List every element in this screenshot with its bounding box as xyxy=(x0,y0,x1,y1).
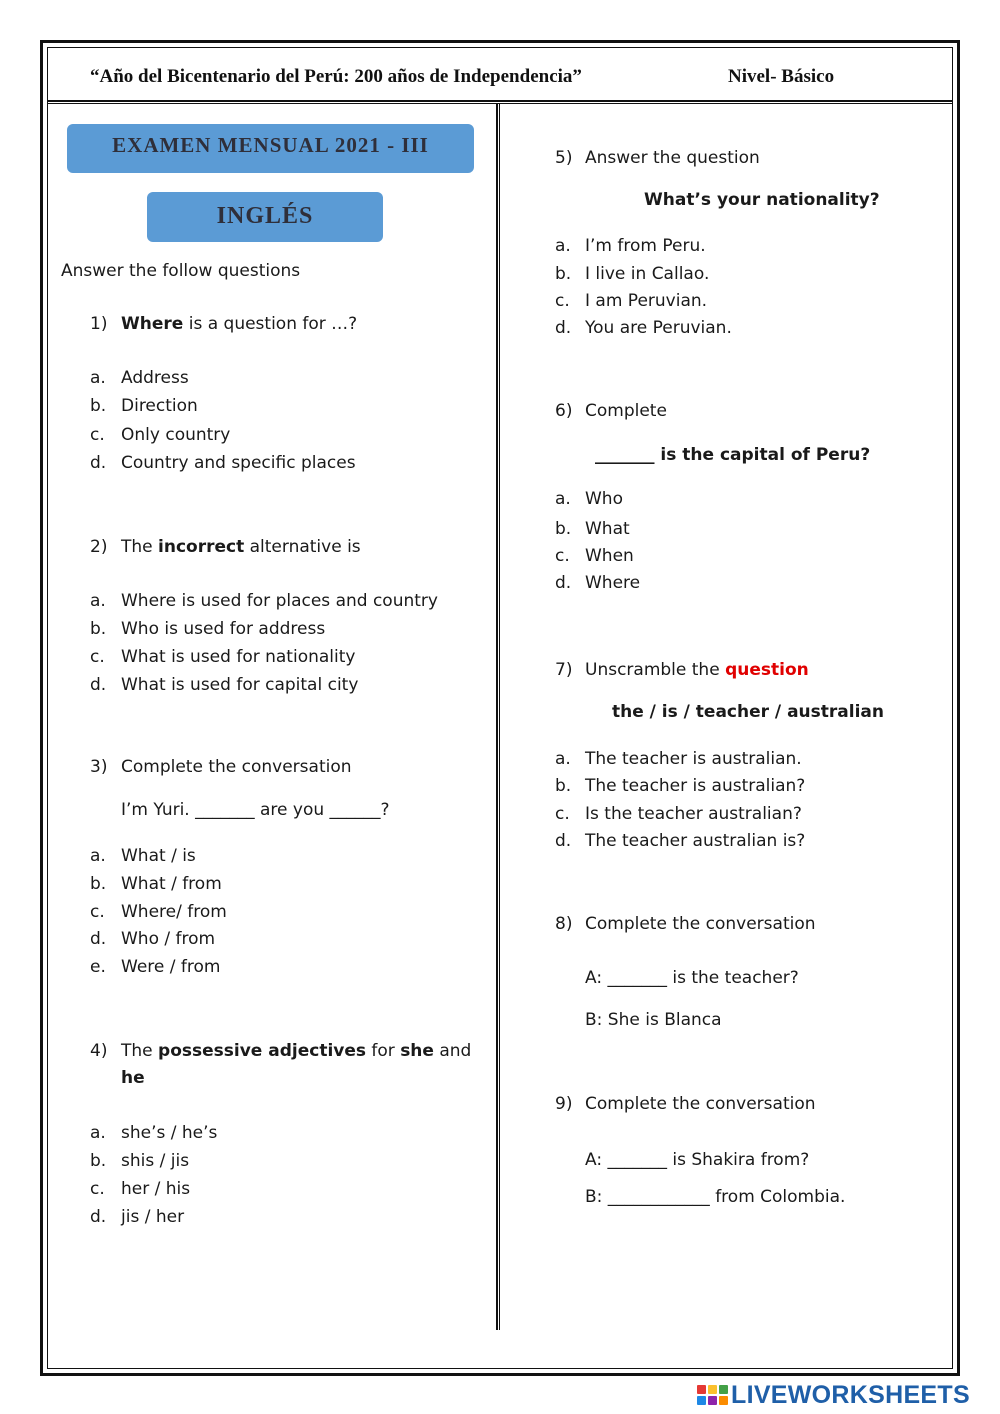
option-letter: b. xyxy=(555,264,572,284)
subject-banner: INGLÉS xyxy=(147,192,383,242)
header-divider xyxy=(47,100,953,104)
option-letter: c. xyxy=(90,647,105,667)
option-text[interactable]: Who xyxy=(585,489,623,509)
question-number: 2) xyxy=(90,537,108,557)
option-letter: c. xyxy=(90,425,105,445)
logo-blocks-icon xyxy=(697,1385,728,1405)
option-text[interactable]: What xyxy=(585,519,630,539)
option-letter: d. xyxy=(555,573,572,593)
option-text[interactable]: What / is xyxy=(121,846,196,866)
question-text: Complete the conversation xyxy=(585,1094,816,1114)
option-letter: d. xyxy=(90,675,107,695)
dialogue-line-b: B: She is Blanca xyxy=(585,1010,722,1030)
question-text: The incorrect alternative is xyxy=(121,537,361,557)
option-text[interactable]: Who is used for address xyxy=(121,619,326,639)
option-text[interactable]: You are Peruvian. xyxy=(585,318,732,338)
logo-block xyxy=(697,1396,706,1405)
question-prompt: I’m Yuri. _______ are you ______? xyxy=(121,800,390,820)
option-text[interactable]: jis / her xyxy=(121,1207,185,1227)
option-text[interactable]: Were / from xyxy=(121,957,221,977)
option-letter: d. xyxy=(90,929,107,949)
option-letter: a. xyxy=(555,489,571,509)
option-letter: d. xyxy=(555,831,572,851)
option-letter: b. xyxy=(90,1151,107,1171)
question-number: 1) xyxy=(90,314,108,334)
option-text[interactable]: When xyxy=(585,546,634,566)
option-letter: a. xyxy=(555,749,571,769)
option-text[interactable]: The teacher is australian? xyxy=(585,776,806,796)
question-prompt: the / is / teacher / australian xyxy=(612,702,884,722)
logo-block xyxy=(697,1385,706,1394)
option-text[interactable]: Is the teacher australian? xyxy=(585,804,802,824)
dialogue-line-a: A: _______ is Shakira from? xyxy=(585,1150,810,1170)
option-letter: e. xyxy=(90,957,106,977)
question-number: 9) xyxy=(555,1094,573,1114)
option-text[interactable]: What / from xyxy=(121,874,222,894)
option-letter: d. xyxy=(90,453,107,473)
option-text[interactable]: Where is used for places and country xyxy=(121,591,438,611)
question-text: Complete the conversation xyxy=(121,757,352,777)
option-text[interactable]: What is used for nationality xyxy=(121,647,356,667)
option-letter: b. xyxy=(555,519,572,539)
question-prompt: _______ is the capital of Peru? xyxy=(595,445,871,465)
question-text: The possessive adjectives for she and xyxy=(121,1041,472,1061)
column-divider xyxy=(496,104,500,1330)
option-letter: a. xyxy=(90,846,106,866)
option-text[interactable]: she’s / he’s xyxy=(121,1123,218,1143)
option-letter: c. xyxy=(555,291,570,311)
option-text[interactable]: I’m from Peru. xyxy=(585,236,706,256)
logo-block xyxy=(708,1385,717,1394)
option-letter: a. xyxy=(90,368,106,388)
question-text: Where is a question for …? xyxy=(121,314,358,334)
exam-title-banner: EXAMEN MENSUAL 2021 - III xyxy=(67,124,474,173)
option-letter: c. xyxy=(90,902,105,922)
option-text[interactable]: What is used for capital city xyxy=(121,675,359,695)
logo-block xyxy=(708,1396,717,1405)
question-text: Unscramble the question xyxy=(585,660,809,680)
instructions: Answer the follow questions xyxy=(61,261,301,281)
question-text: Complete the conversation xyxy=(585,914,816,934)
question-number: 5) xyxy=(555,148,573,168)
option-text[interactable]: Direction xyxy=(121,396,198,416)
option-letter: c. xyxy=(90,1179,105,1199)
logo-block xyxy=(719,1396,728,1405)
option-text[interactable]: I am Peruvian. xyxy=(585,291,708,311)
liveworksheets-logo[interactable] xyxy=(697,1380,970,1410)
option-text[interactable]: Country and specific places xyxy=(121,453,356,473)
question-text: Complete xyxy=(585,401,667,421)
question-number: 4) xyxy=(90,1041,108,1061)
option-text[interactable]: Where/ from xyxy=(121,902,227,922)
option-letter: b. xyxy=(90,874,107,894)
option-letter: b. xyxy=(90,619,107,639)
question-number: 6) xyxy=(555,401,573,421)
option-letter: d. xyxy=(555,318,572,338)
question-text: Answer the question xyxy=(585,148,760,168)
header-title: “Año del Bicentenario del Perú: 200 años de Independencia” xyxy=(90,66,582,87)
question-number: 3) xyxy=(90,757,108,777)
option-text[interactable]: shis / jis xyxy=(121,1151,190,1171)
option-text[interactable]: her / his xyxy=(121,1179,191,1199)
option-letter: b. xyxy=(90,396,107,416)
question-number: 8) xyxy=(555,914,573,934)
option-letter: d. xyxy=(90,1207,107,1227)
option-letter: c. xyxy=(555,804,570,824)
option-text[interactable]: I live in Callao. xyxy=(585,264,710,284)
dialogue-line-b: B: ____________ from Colombia. xyxy=(585,1187,846,1207)
option-letter: a. xyxy=(555,236,571,256)
logo-block xyxy=(719,1385,728,1394)
option-letter: a. xyxy=(90,1123,106,1143)
option-text[interactable]: Address xyxy=(121,368,189,388)
option-text[interactable]: The teacher australian is? xyxy=(585,831,806,851)
dialogue-line-a: A: _______ is the teacher? xyxy=(585,968,799,988)
option-text[interactable]: Where xyxy=(585,573,641,593)
option-text[interactable]: Who / from xyxy=(121,929,216,949)
option-letter: b. xyxy=(555,776,572,796)
question-text-continued: he xyxy=(121,1068,145,1088)
option-letter: c. xyxy=(555,546,570,566)
option-letter: a. xyxy=(90,591,106,611)
logo-text: LIVEWORKSHEETS xyxy=(731,1380,970,1409)
option-text[interactable]: Only country xyxy=(121,425,231,445)
question-prompt: What’s your nationality? xyxy=(644,190,880,210)
option-text[interactable]: The teacher is australian. xyxy=(585,749,802,769)
header-level: Nivel- Básico xyxy=(728,66,835,87)
question-number: 7) xyxy=(555,660,573,680)
